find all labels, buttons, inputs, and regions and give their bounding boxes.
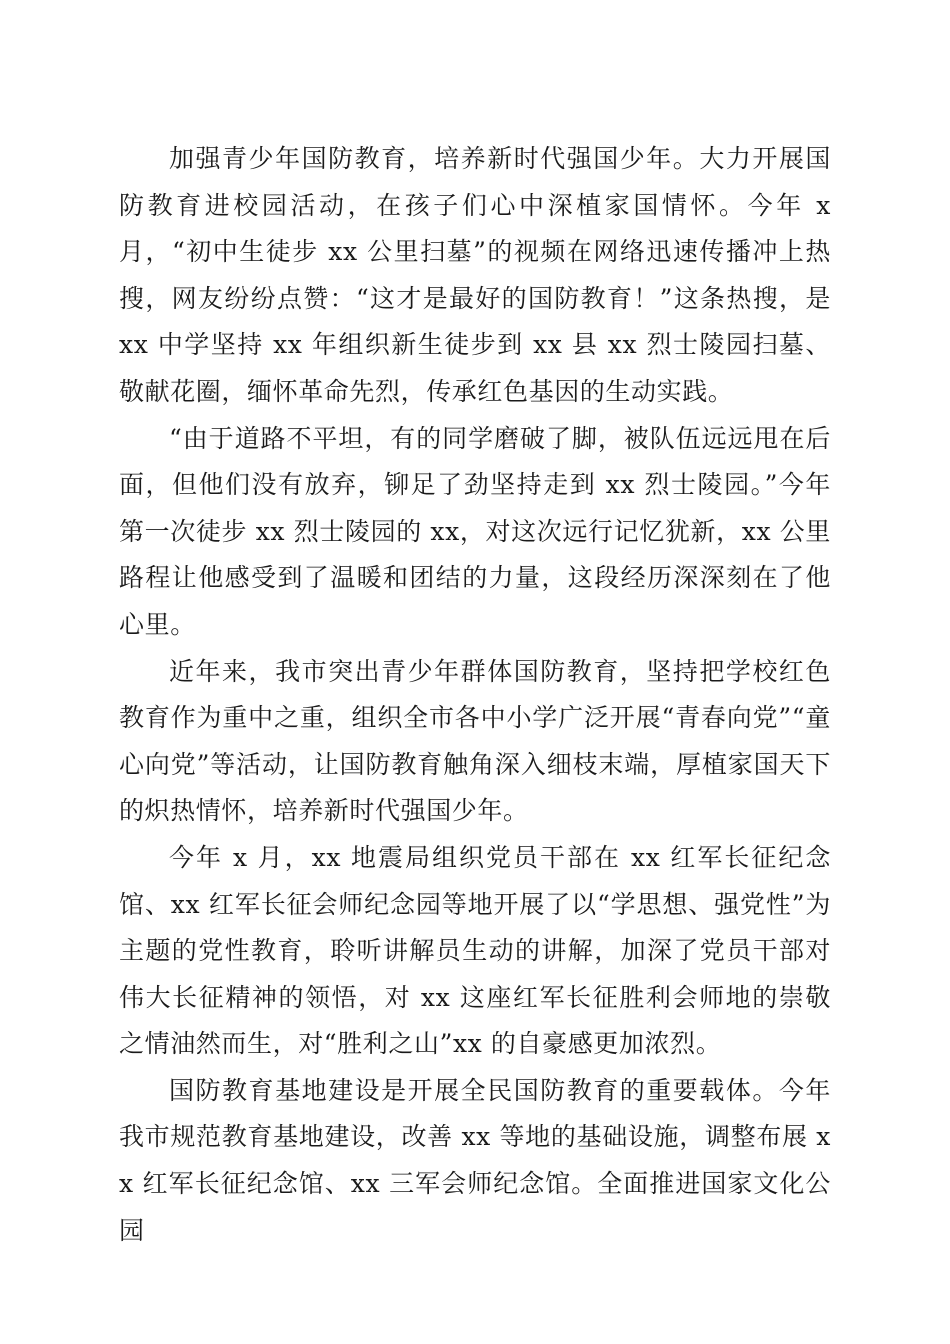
- paragraph-5: 国防教育基地建设是开展全民国防教育的重要载体。今年我市规范教育基地建设，改善 xx 等地的基础设施，调整布展 xx 红军长征纪念馆、xx 三军会师纪念馆。全面推进国家文化公园: [119, 1075, 831, 1245]
- paragraph-1: 加强青少年国防教育，培养新时代强国少年。大力开展国防教育进校园活动，在孩子们心中深植家国情怀。今年 x 月，“初中生徒步 xx 公里扫墓”的视频在网络迅速传播冲上热搜，网友纷纷点赞：“这才是最好的国防教育！”这条热搜，是 xx 中学坚持 xx 年组织新生徒步到 xx 县 xx 烈士陵园扫墓、敬献花圈，缅怀革命先烈，传承红色基因的生动实践。: [119, 144, 831, 406]
- document-body: [119, 136, 831, 1254]
- paragraph-3: 近年来，我市突出青少年群体国防教育，坚持把学校红色教育作为重中之重，组织全市各中小学广泛开展“青春向党”“童心向党”等活动，让国防教育触角深入细枝末端，厚植家国天下的炽热情怀，培养新时代强国少年。: [119, 656, 831, 826]
- paragraph-2: “由于道路不平坦，有的同学磨破了脚，被队伍远远甩在后面，但他们没有放弃，铆足了劲坚持走到 xx 烈士陵园。”今年第一次徒步 xx 烈士陵园的 xx，对这次远行记忆犹新，xx 公里路程让他感受到了温暖和团结的力量，这段经历深深刻在了他心里。: [119, 423, 831, 639]
- paragraph-4: 今年 x 月，xx 地震局组织党员干部在 xx 红军长征纪念馆、xx 红军长征会师纪念园等地开展了以“学思想、强党性”为主题的党性教育，聆听讲解员生动的讲解，加深了党员干部对伟大长征精神的领悟，对 xx 这座红军长征胜利会师地的崇敬之情油然而生，对“胜利之山”xx 的自豪感更加浓烈。: [119, 842, 831, 1059]
